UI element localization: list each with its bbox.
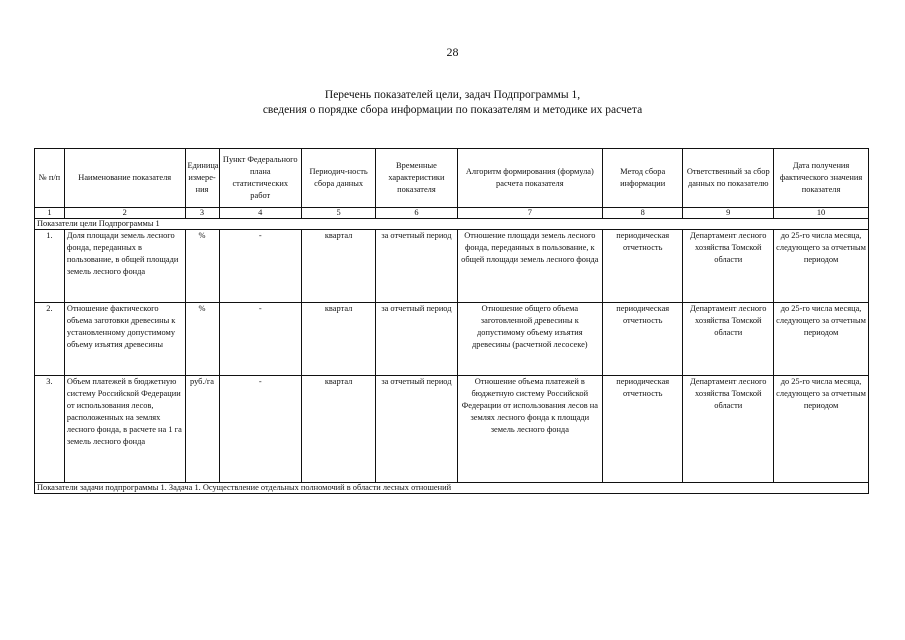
- header-cell: Алгоритм формирования (формула) расчета показателя: [457, 149, 602, 208]
- column-number: 2: [64, 208, 185, 219]
- column-number: 8: [602, 208, 682, 219]
- time-characteristic-cell: за отчетный период: [376, 303, 457, 376]
- header-cell: Единица измере-ния: [185, 149, 219, 208]
- document-title: [0, 88, 905, 118]
- responsible-cell: Департамент лесного хозяйства Томской области: [683, 230, 774, 303]
- section-task-label: Показатели задачи подпрограммы 1. Задача 1. Осуществление отдельных полномочий в области лесных отношений: [35, 483, 869, 494]
- column-number: 10: [774, 208, 869, 219]
- method-cell: периодическая отчетность: [602, 230, 682, 303]
- unit-cell: %: [185, 230, 219, 303]
- responsible-cell: Департамент лесного хозяйства Томской области: [683, 376, 774, 483]
- table-row: [35, 376, 869, 483]
- header-cell: № п/п: [35, 149, 65, 208]
- periodicity-cell: квартал: [301, 230, 375, 303]
- responsible-cell: Департамент лесного хозяйства Томской области: [683, 303, 774, 376]
- algorithm-cell: Отношение общего объема заготовленной древесины к допустимому объему изъятия древесины (расчетной лесосеке): [457, 303, 602, 376]
- header-cell: Наименование показателя: [64, 149, 185, 208]
- plan-item-cell: -: [219, 376, 301, 483]
- plan-item-cell: -: [219, 230, 301, 303]
- column-number: 1: [35, 208, 65, 219]
- header-cell: Периодич-ность сбора данных: [301, 149, 375, 208]
- indicators-table: [34, 148, 869, 494]
- section-row-task: [35, 483, 869, 494]
- section-row-goal: [35, 219, 869, 230]
- algorithm-cell: Отношение площади земель лесного фонда, переданных в пользование, к общей площади земель лесного фонда: [457, 230, 602, 303]
- document-title-line-2: сведения о порядке сбора информации по показателям и методике их расчета: [262, 104, 643, 116]
- page-number: 28: [446, 45, 459, 59]
- header-cell: Дата получения фактического значения показателя: [774, 149, 869, 208]
- unit-cell: %: [185, 303, 219, 376]
- time-characteristic-cell: за отчетный период: [376, 376, 457, 483]
- periodicity-cell: квартал: [301, 376, 375, 483]
- column-number: 9: [683, 208, 774, 219]
- indicator-name: Отношение фактического объема заготовки древесины к установленному допустимому объему изъятия древесины: [64, 303, 185, 376]
- header-cell: Ответственный за сбор данных по показателю: [683, 149, 774, 208]
- plan-item-cell: -: [219, 303, 301, 376]
- column-number: 5: [301, 208, 375, 219]
- date-cell: до 25-го числа месяца, следующего за отчетным периодом: [774, 376, 869, 483]
- row-number: 1.: [35, 230, 65, 303]
- table-header-row: [35, 149, 869, 208]
- header-cell: Пункт Федерального плана статистических работ: [219, 149, 301, 208]
- date-cell: до 25-го числа месяца, следующего за отчетным периодом: [774, 303, 869, 376]
- row-number: 2.: [35, 303, 65, 376]
- indicator-name: Доля площади земель лесного фонда, переданных в пользование, в общей площади земель лесного фонда: [64, 230, 185, 303]
- column-number: 4: [219, 208, 301, 219]
- section-goal-label: Показатели цели Подпрограммы 1: [35, 219, 869, 230]
- table-row: [35, 303, 869, 376]
- method-cell: периодическая отчетность: [602, 376, 682, 483]
- unit-cell: руб./га: [185, 376, 219, 483]
- header-cell: Метод сбора информации: [602, 149, 682, 208]
- column-number-row: [35, 208, 869, 219]
- header-cell: Временные характеристики показателя: [376, 149, 457, 208]
- row-number: 3.: [35, 376, 65, 483]
- column-number: 3: [185, 208, 219, 219]
- method-cell: периодическая отчетность: [602, 303, 682, 376]
- document-title-line-1: Перечень показателей цели, задач Подпрограммы 1,: [324, 89, 581, 101]
- table-row: [35, 230, 869, 303]
- date-cell: до 25-го числа месяца, следующего за отчетным периодом: [774, 230, 869, 303]
- time-characteristic-cell: за отчетный период: [376, 230, 457, 303]
- column-number: 6: [376, 208, 457, 219]
- algorithm-cell: Отношение объема платежей в бюджетную систему Российской Федерации от использования лесов на землях лесного фонда к площади земель лесного фонда: [457, 376, 602, 483]
- periodicity-cell: квартал: [301, 303, 375, 376]
- indicator-name: Объем платежей в бюджетную систему Российской Федерации от использования лесов, расположенных на землях лесного фонда, в расчете на 1 га земель лесного фонда: [64, 376, 185, 483]
- column-number: 7: [457, 208, 602, 219]
